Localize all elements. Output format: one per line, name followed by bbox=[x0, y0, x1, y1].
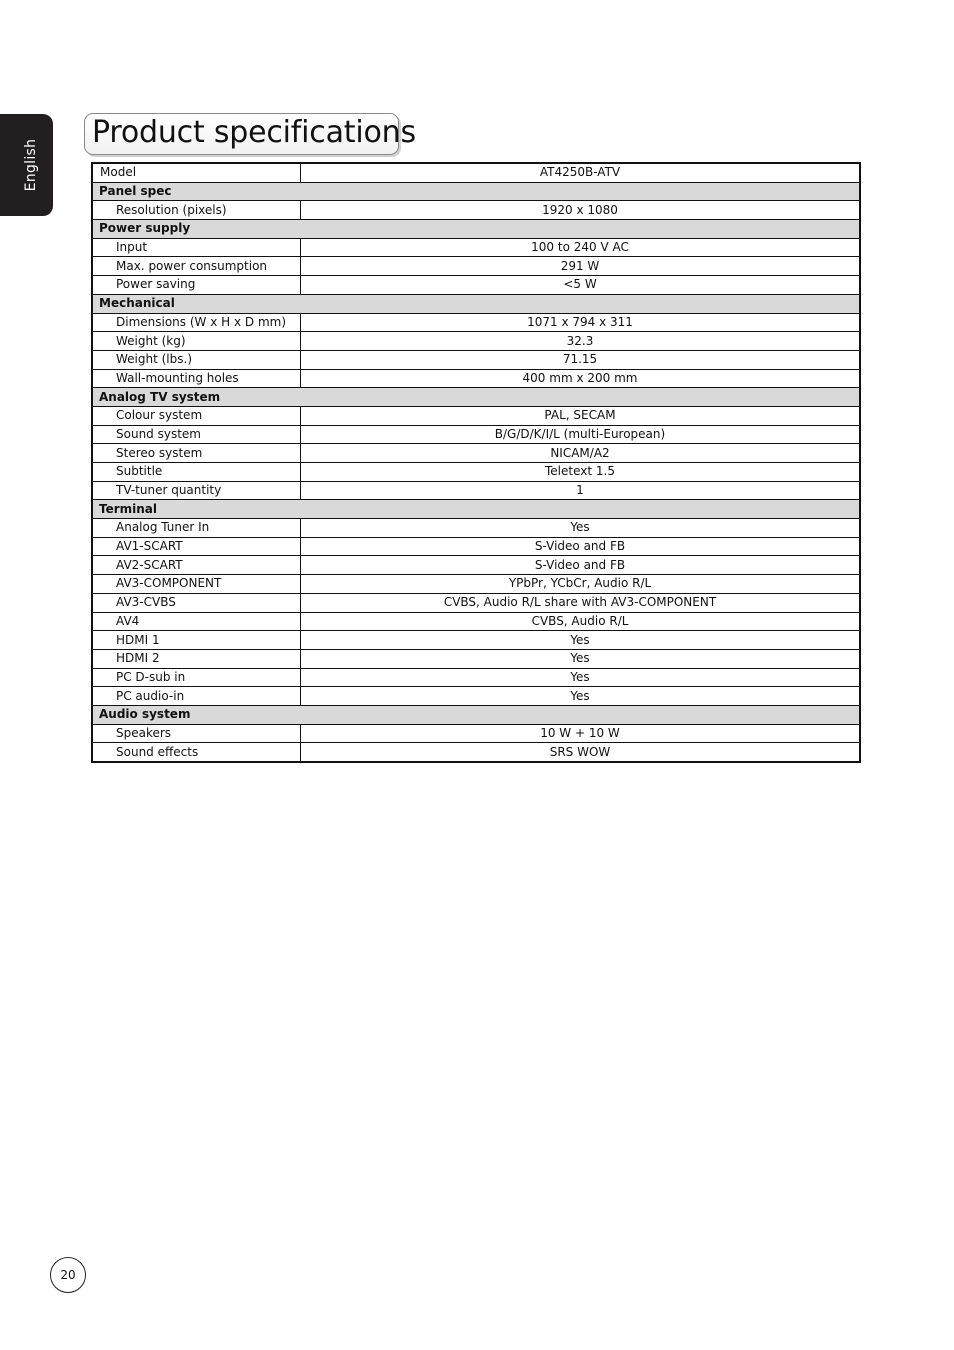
spec-value: 400 mm x 200 mm bbox=[301, 369, 861, 388]
spec-value: SRS WOW bbox=[301, 743, 861, 762]
spec-table bbox=[91, 162, 861, 763]
spec-label: AV3-CVBS bbox=[92, 593, 301, 612]
spec-value: CVBS, Audio R/L share with AV3-COMPONENT bbox=[301, 593, 861, 612]
section-title: Mechanical bbox=[92, 294, 860, 313]
spec-label: AV3-COMPONENT bbox=[92, 575, 301, 594]
table-row bbox=[92, 575, 860, 594]
section-header bbox=[92, 705, 860, 724]
model-label: Model bbox=[92, 163, 301, 182]
section-title: Analog TV system bbox=[92, 388, 860, 407]
table-row bbox=[92, 350, 860, 369]
spec-label: Analog Tuner In bbox=[92, 519, 301, 538]
spec-label: AV2-SCART bbox=[92, 556, 301, 575]
section-header bbox=[92, 388, 860, 407]
table-row bbox=[92, 238, 860, 257]
spec-label: Max. power consumption bbox=[92, 257, 301, 276]
section-title: Terminal bbox=[92, 500, 860, 519]
spec-value: PAL, SECAM bbox=[301, 406, 861, 425]
spec-value: 291 W bbox=[301, 257, 861, 276]
spec-value: Yes bbox=[301, 687, 861, 706]
spec-value: 1920 x 1080 bbox=[301, 201, 861, 220]
spec-value: NICAM/A2 bbox=[301, 444, 861, 463]
table-row bbox=[92, 276, 860, 295]
page-number: 20 bbox=[50, 1257, 86, 1293]
spec-label: PC audio-in bbox=[92, 687, 301, 706]
table-row bbox=[92, 406, 860, 425]
spec-value: 1071 x 794 x 311 bbox=[301, 313, 861, 332]
spec-label: Colour system bbox=[92, 406, 301, 425]
section-header bbox=[92, 294, 860, 313]
spec-label: Power saving bbox=[92, 276, 301, 295]
spec-label: Resolution (pixels) bbox=[92, 201, 301, 220]
spec-value: YPbPr, YCbCr, Audio R/L bbox=[301, 575, 861, 594]
spec-label: Wall-mounting holes bbox=[92, 369, 301, 388]
table-row bbox=[92, 257, 860, 276]
spec-label: TV-tuner quantity bbox=[92, 481, 301, 500]
spec-value: S-Video and FB bbox=[301, 556, 861, 575]
spec-value: Yes bbox=[301, 631, 861, 650]
spec-value: 10 W + 10 W bbox=[301, 724, 861, 743]
section-title: Audio system bbox=[92, 705, 860, 724]
spec-value: 100 to 240 V AC bbox=[301, 238, 861, 257]
table-row bbox=[92, 556, 860, 575]
spec-label: Stereo system bbox=[92, 444, 301, 463]
spec-label: Speakers bbox=[92, 724, 301, 743]
table-row bbox=[92, 332, 860, 351]
spec-value: Yes bbox=[301, 649, 861, 668]
spec-label: Dimensions (W x H x D mm) bbox=[92, 313, 301, 332]
table-row-model bbox=[92, 163, 860, 182]
language-tab-label: English bbox=[23, 138, 39, 192]
spec-value: S-Video and FB bbox=[301, 537, 861, 556]
table-row bbox=[92, 743, 860, 762]
section-header bbox=[92, 220, 860, 239]
section-title: Panel spec bbox=[92, 182, 860, 201]
spec-value: CVBS, Audio R/L bbox=[301, 612, 861, 631]
section-title: Power supply bbox=[92, 220, 860, 239]
table-row bbox=[92, 631, 860, 650]
spec-label: Weight (lbs.) bbox=[92, 350, 301, 369]
spec-label: Input bbox=[92, 238, 301, 257]
page-title: Product specifications bbox=[92, 115, 416, 150]
spec-value: 71.15 bbox=[301, 350, 861, 369]
table-row bbox=[92, 519, 860, 538]
table-row bbox=[92, 668, 860, 687]
model-value: AT4250B-ATV bbox=[301, 163, 861, 182]
spec-label: AV4 bbox=[92, 612, 301, 631]
spec-label: HDMI 1 bbox=[92, 631, 301, 650]
spec-value: Teletext 1.5 bbox=[301, 463, 861, 482]
spec-label: Subtitle bbox=[92, 463, 301, 482]
section-header bbox=[92, 500, 860, 519]
spec-label: Weight (kg) bbox=[92, 332, 301, 351]
spec-label: AV1-SCART bbox=[92, 537, 301, 556]
spec-label: HDMI 2 bbox=[92, 649, 301, 668]
table-row bbox=[92, 201, 860, 220]
section-header bbox=[92, 182, 860, 201]
language-tab bbox=[0, 114, 53, 216]
spec-label: Sound effects bbox=[92, 743, 301, 762]
table-row bbox=[92, 463, 860, 482]
table-row bbox=[92, 724, 860, 743]
spec-value: <5 W bbox=[301, 276, 861, 295]
table-row bbox=[92, 425, 860, 444]
table-row bbox=[92, 612, 860, 631]
table-row bbox=[92, 649, 860, 668]
table-row bbox=[92, 369, 860, 388]
spec-value: 1 bbox=[301, 481, 861, 500]
spec-value: 32.3 bbox=[301, 332, 861, 351]
spec-label: Sound system bbox=[92, 425, 301, 444]
page-title-box bbox=[84, 113, 416, 155]
table-row bbox=[92, 593, 860, 612]
spec-label: PC D-sub in bbox=[92, 668, 301, 687]
table-row bbox=[92, 481, 860, 500]
table-row bbox=[92, 687, 860, 706]
spec-value: Yes bbox=[301, 519, 861, 538]
spec-value: Yes bbox=[301, 668, 861, 687]
spec-value: B/G/D/K/I/L (multi-European) bbox=[301, 425, 861, 444]
table-row bbox=[92, 537, 860, 556]
table-row bbox=[92, 444, 860, 463]
table-row bbox=[92, 313, 860, 332]
